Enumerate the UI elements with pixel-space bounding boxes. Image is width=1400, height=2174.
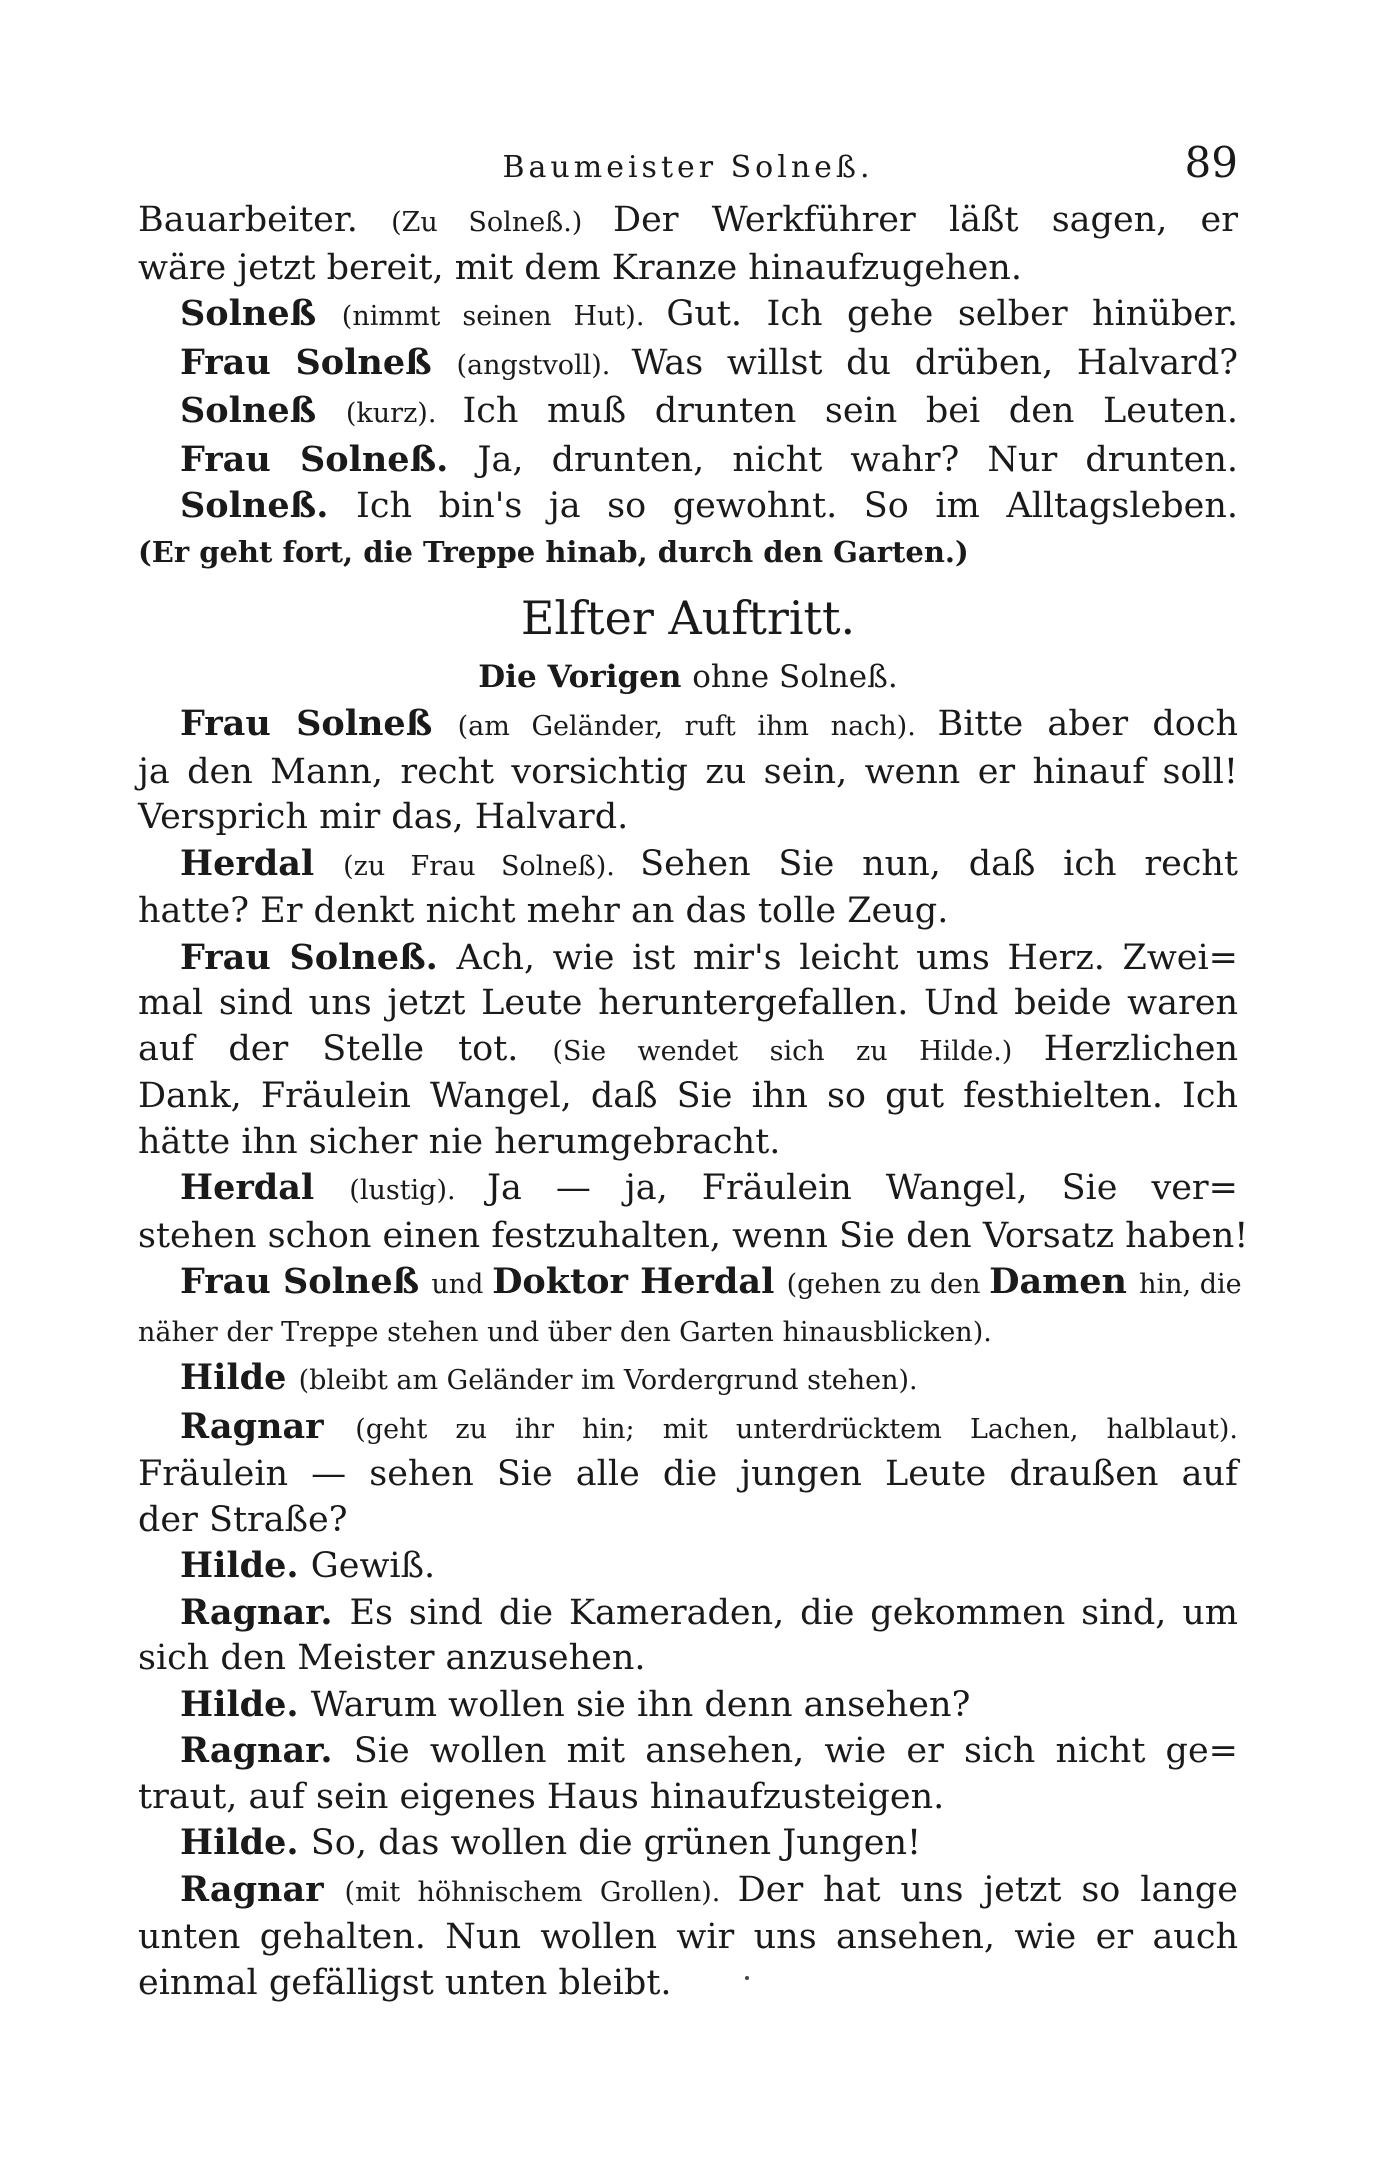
dialogue-text: sich den Meister anzusehen. xyxy=(138,1638,646,1678)
dialogue-text: Bitte aber doch xyxy=(937,704,1238,744)
running-head xyxy=(138,138,1238,198)
dialogue-text: Herzlichen xyxy=(1043,1028,1238,1069)
dialogue-text: So, das wollen die grünen Jungen! xyxy=(310,1823,922,1863)
speaker-name: Frau Solneß xyxy=(180,341,457,383)
speaker-name: Damen xyxy=(989,1261,1140,1302)
book-page xyxy=(138,138,1249,2006)
speaker-name: Ragnar. xyxy=(180,1591,350,1633)
dialogue-text: Versprich mir das, Halvard. xyxy=(138,797,629,837)
speaker-name: Solneß xyxy=(180,293,342,334)
speaker-name: Frau Solneß xyxy=(180,703,458,744)
character-names: Die Vorigen xyxy=(478,659,693,695)
dialogue-text: mal sind uns jetzt Leute heruntergefallen. Und beide waren xyxy=(138,983,1238,1023)
stage-direction: (am Geländer, ruft ihm nach). xyxy=(457,711,938,742)
speaker-name: Frau Solneß xyxy=(180,1261,432,1302)
text-line xyxy=(138,1308,1238,1356)
dialogue-text: Der hat uns jetzt so lange xyxy=(737,1869,1238,1910)
dialogue-text: hatte? Er denkt nicht mehr an das tolle Zeug. xyxy=(138,891,949,931)
speaker-name: Ragnar. xyxy=(180,1730,354,1771)
dialogue-text: auf der Stelle tot. xyxy=(138,1028,553,1069)
stage-direction: (Zu Solneß.) xyxy=(391,207,614,238)
dialogue-text: stehen schon einen festzuhalten, wenn Sie den Vorsatz haben! xyxy=(138,1215,1249,1256)
dialogue-text: Ja, drunten, nicht wahr? Nur drunten. xyxy=(477,439,1239,480)
text-line xyxy=(138,1120,1238,1166)
dialogue-text: unten gehalten. Nun wollen wir uns ansehen, wie er auch xyxy=(138,1917,1238,1957)
dialogue-text: Warum wollen sie ihn denn ansehen? xyxy=(310,1684,971,1725)
speaker-name: Hilde. xyxy=(180,1545,311,1586)
dialogue-text: Gut. Ich gehe selber hinüber. xyxy=(666,294,1238,334)
dialogue-text: Bauarbeiter. xyxy=(138,200,392,240)
text-line xyxy=(138,1590,1238,1637)
text-line xyxy=(138,841,1238,890)
stage-direction: hin, die xyxy=(1139,1269,1242,1300)
text-line xyxy=(138,340,1238,389)
stage-direction: (bleibt am Geländer im Vordergrund stehen). xyxy=(298,1365,918,1396)
stage-direction: (mit höhnischem Grollen). xyxy=(344,1876,738,1908)
ink-speck xyxy=(745,1976,749,1980)
dialogue-text: ohne Solneß. xyxy=(692,659,898,695)
dialogue-text: traut, auf sein eigenes Haus hinaufzusteigen. xyxy=(138,1776,945,1817)
text-line xyxy=(138,1775,1238,1821)
text-line xyxy=(138,291,1238,340)
dialogue-text: Der Werkführer läßt sagen, er xyxy=(613,200,1238,240)
dialogue-text: hätte ihn sicher nie herumgebracht. xyxy=(138,1121,781,1162)
dialogue-text: Ja — ja, Fräulein Wangel, Sie ver= xyxy=(487,1168,1238,1208)
dialogue-text: Fräulein — sehen Sie alle die jungen Leute draußen auf xyxy=(138,1454,1238,1494)
text-line xyxy=(138,1074,1238,1120)
running-title: Baumeister Solneß. xyxy=(502,150,874,185)
body-text xyxy=(138,198,1249,2006)
stage-direction: (Sie wendet sich zu Hilde.) xyxy=(552,1035,1044,1067)
scene-subheading xyxy=(138,653,1238,701)
text-line xyxy=(138,198,1238,246)
text-line xyxy=(138,1915,1238,1961)
text-line xyxy=(138,437,1238,484)
text-line xyxy=(138,889,1238,935)
speaker-name: Hilde xyxy=(180,1357,299,1398)
stage-direction: (gehen zu den xyxy=(786,1269,990,1300)
speaker-name: Doktor Herdal xyxy=(492,1261,787,1302)
speaker-name: Frau Solneß. xyxy=(180,438,478,480)
text-line xyxy=(138,1355,1238,1404)
text-line xyxy=(138,1165,1238,1214)
text-line xyxy=(138,1498,1238,1544)
text-line xyxy=(138,1636,1238,1682)
speaker-name: Frau Solneß. xyxy=(180,936,457,978)
speaker-name: Herdal xyxy=(180,1167,350,1208)
text-line xyxy=(138,1867,1238,1916)
text-line xyxy=(138,750,1238,796)
stage-direction: näher der Treppe stehen und über den Garten hinausblicken). xyxy=(138,1316,992,1348)
speaker-name: Solneß. xyxy=(180,485,357,526)
speaker-name: Solneß xyxy=(180,390,346,431)
stage-direction: (zu Frau Solneß). xyxy=(343,850,641,882)
text-line xyxy=(138,981,1238,1027)
dialogue-text: Dank, Fräulein Wangel, daß Sie ihn so gut festhielten. Ich xyxy=(138,1076,1238,1116)
stage-direction: (lustig). xyxy=(349,1175,488,1206)
dialogue-text: Ich bin's ja so gewohnt. So im Alltagsleben. xyxy=(356,486,1239,526)
text-line xyxy=(138,246,1238,292)
dialogue-text: Gewiß. xyxy=(310,1546,436,1586)
text-line xyxy=(138,795,1238,841)
speaker-name: Hilde. xyxy=(180,1822,311,1863)
text-line xyxy=(138,1452,1238,1498)
text-line xyxy=(138,1259,1242,1308)
text-line xyxy=(138,1404,1238,1453)
text-line xyxy=(138,1027,1238,1075)
stage-direction: (kurz). xyxy=(345,398,463,429)
text-line xyxy=(138,1820,1238,1867)
text-line xyxy=(138,483,1238,530)
text-line xyxy=(138,388,1238,437)
dialogue-text: Ach, wie ist mir's leicht ums Herz. Zwei= xyxy=(456,937,1239,978)
stage-direction: (nimmt seinen Hut). xyxy=(341,301,667,332)
scene-heading: Elfter Auftritt. xyxy=(520,591,856,645)
stage-direction: und xyxy=(431,1269,493,1300)
dialogue-text: Sie wollen mit ansehen, wie er sich nicht ge= xyxy=(353,1731,1238,1771)
stage-direction xyxy=(138,530,1238,576)
stage-direction: (geht zu ihr hin; mit unterdrücktem Lachen, halblaut). xyxy=(355,1413,1238,1445)
speaker-name: Ragnar xyxy=(180,1405,356,1447)
dialogue-text: der Straße? xyxy=(138,1499,348,1540)
text-line xyxy=(138,935,1238,982)
text-line xyxy=(138,1961,1238,2007)
speaker-name: Ragnar xyxy=(180,1868,345,1910)
text-line xyxy=(138,701,1238,750)
speaker-name: Herdal xyxy=(180,842,344,884)
dialogue-text: (Er geht fort, die Treppe hinab, durch den Garten.) xyxy=(138,534,969,569)
dialogue-text: Sehen Sie nun, daß ich recht xyxy=(640,843,1238,884)
text-line xyxy=(138,1543,1238,1590)
dialogue-text: einmal gefälligst unten bleibt. xyxy=(138,1962,672,2003)
stage-direction: (angstvoll). xyxy=(456,349,632,381)
dialogue-text: Ich muß drunten sein bei den Leuten. xyxy=(462,391,1238,431)
dialogue-text: Es sind die Kameraden, die gekommen sind, um xyxy=(349,1592,1238,1633)
dialogue-text: wäre jetzt bereit, mit dem Kranze hinaufzugehen. xyxy=(138,247,1022,288)
page-number: 89 xyxy=(1184,138,1238,187)
text-line xyxy=(138,1682,1238,1729)
speaker-name: Hilde. xyxy=(180,1683,311,1725)
dialogue-text: ja den Mann, recht vorsichtig zu sein, wenn er hinauf soll! xyxy=(138,751,1238,792)
dialogue-text: Was willst du drüben, Halvard? xyxy=(631,342,1238,383)
text-line xyxy=(138,1214,1249,1260)
text-line xyxy=(138,1728,1238,1775)
